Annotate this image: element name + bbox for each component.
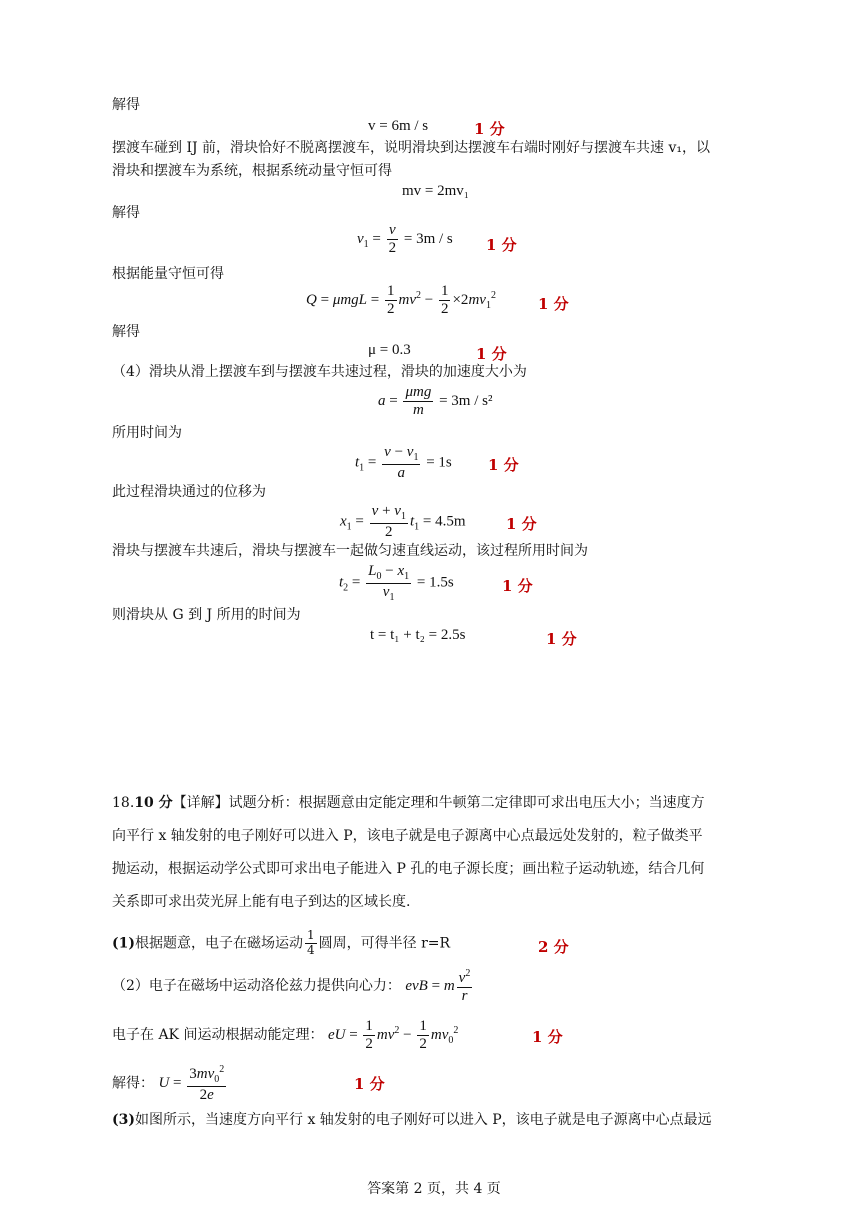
- jiede-label: 解得: [112, 97, 140, 113]
- q18-part2-result: 解得： U = $\frac{3mv_0^2}{2e}$: [112, 1064, 225, 1103]
- x1-equation: $x_1$ = $\frac{v + v_1}{2}$ $t_1 = 4.5m$: [340, 503, 466, 540]
- q18-part1: (1)根据题意，电子在磁场运动 $\frac{1}{4}$ 圆周，可得半径 r=R: [112, 928, 451, 957]
- q18-header: 18.10 分【详解】试题分析：根据题意由定能定理和牛顿第二定律即可求出电压大小；当速度方: [112, 795, 705, 811]
- paragraph-line: 向平行 x 轴发射的电子刚好可以进入 P，该电子就是电子源离中心点最远处发射的，粒子做类平: [112, 828, 703, 844]
- score-mark: 1 分: [506, 515, 537, 533]
- paragraph-line: 则滑块从 G 到 J 所用的时间为: [112, 607, 301, 623]
- mu-equation: μ = 0.3: [368, 342, 411, 358]
- jiede-label: 解得: [112, 324, 140, 340]
- score-mark: 1 分: [538, 295, 569, 313]
- score-mark: 1 分: [486, 236, 517, 254]
- score-mark: 1 分: [488, 456, 519, 474]
- paragraph-line: 摆渡车碰到 IJ 前，滑块恰好不脱离摆渡车，说明滑块到达摆渡车右端时刚好与摆渡车共速 v₁，以: [112, 140, 711, 156]
- score-mark: 2 分: [538, 938, 569, 956]
- paragraph-line: 此过程滑块通过的位移为: [112, 484, 266, 500]
- score-mark: 1 分: [532, 1028, 563, 1046]
- score-mark: 1 分: [546, 630, 577, 648]
- v1-equation: $v_1$ = $\frac{v}{2}$ = 3m / s: [357, 222, 453, 257]
- paragraph-line: 滑块和摆渡车为系统，根据系统动量守恒可得: [112, 163, 392, 179]
- score-mark: 1 分: [474, 120, 505, 138]
- paragraph-line: 所用时间为: [112, 425, 182, 441]
- paragraph-line: 滑块与摆渡车共速后，滑块与摆渡车一起做匀速直线运动，该过程所用时间为: [112, 543, 588, 559]
- energy-equation: Q = μmgL = $\frac{1}{2}$ $mv^2$ − $\frac{1}{2}$ $\times 2mv_1^2$: [306, 283, 496, 318]
- total-time-equation: t = t₁ + t₂ = 2.5s: [370, 627, 466, 643]
- v-equation: v = 6m / s: [368, 118, 429, 134]
- score-mark: 1 分: [476, 345, 507, 363]
- score-mark: 1 分: [354, 1075, 385, 1093]
- jiede-label: 解得: [112, 205, 140, 221]
- acceleration-equation: a = $\frac{\text{μmg}}{m}$ = 3m / s²: [378, 384, 493, 419]
- page-footer: 答案第 2 页，共 4 页: [367, 1181, 501, 1197]
- q18-part2: （2）电子在磁场中运动洛伦兹力提供向心力： evB = m $\frac{v^2}{r}$: [112, 968, 471, 1005]
- paragraph-line: 关系即可求出荧光屏上能有电子到达的区域长度.: [112, 894, 411, 910]
- paragraph-line: 抛运动，根据运动学公式即可求出电子能进入 P 孔的电子源长度；画出粒子运动轨迹，结合几何: [112, 861, 705, 877]
- momentum-equation: mv = 2mv₁: [402, 183, 470, 199]
- q18-part3: (3)如图所示，当速度方向平行 x 轴发射的电子刚好可以进入 P，该电子就是电子源离中心点最远: [112, 1112, 712, 1128]
- paragraph-line: （4）滑块从滑上摆渡车到与摆渡车共速过程，滑块的加速度大小为: [112, 364, 527, 380]
- paragraph-line: 根据能量守恒可得: [112, 266, 224, 282]
- t1-equation: $t_1$ = $\frac{v - v_1}{a}$ = 1s: [355, 444, 452, 481]
- score-mark: 1 分: [502, 577, 533, 595]
- q18-part2-energy: 电子在 AK 间运动根据动能定理： eU = $\frac{1}{2}$ $mv^2$ − $\frac{1}{2}$ $mv_0^2$: [112, 1018, 459, 1053]
- t2-equation: $t_2$ = $\frac{L_0 - x_1}{v_1}$ = 1.5s: [339, 563, 454, 603]
